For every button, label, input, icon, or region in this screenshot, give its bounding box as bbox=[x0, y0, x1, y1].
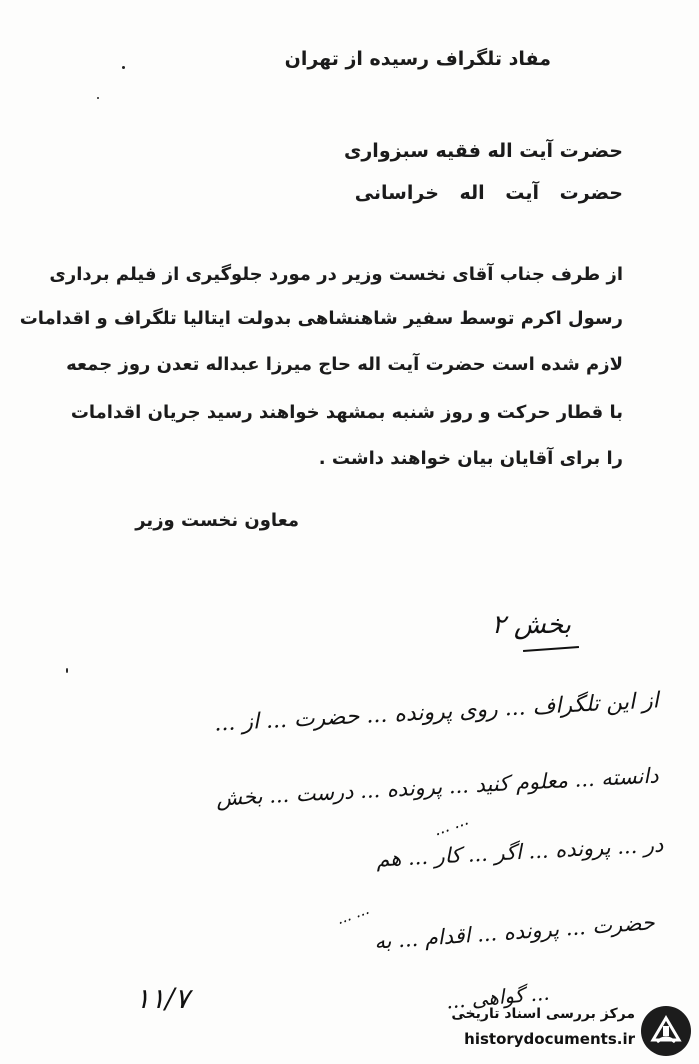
signature: معاون نخست وزیر bbox=[135, 510, 299, 531]
handwritten-insert-2: ... ... bbox=[333, 899, 372, 929]
addressee-2: حضرت آیت اله خراسانی bbox=[354, 182, 623, 204]
telegram-header: مفاد تلگراف رسیده از تهران bbox=[284, 48, 551, 70]
handwritten-insert-1: ... ... bbox=[431, 809, 472, 840]
watermark-site: historydocuments.ir bbox=[464, 1030, 635, 1048]
watermark-name: مرکز بررسی اسناد تاریخی bbox=[451, 1006, 635, 1022]
reference-underline bbox=[523, 646, 579, 652]
handwritten-line-4: حضرت ... پرونده ... اقدام ... به bbox=[373, 910, 656, 954]
handwritten-line-5: ... گواهی ... bbox=[444, 980, 550, 1014]
body-line-3: لازم شده است حضرت آیت اله حاج میرزا عبداله تعدن روز جمعه bbox=[66, 354, 623, 375]
handwritten-line-3: در ... پرونده ... اگر ... کار ... هم bbox=[375, 832, 664, 872]
handwritten-reference: بخش ۲ bbox=[491, 610, 571, 640]
body-line-2: رسول اکرم توسط سفیر شاهنشاهی بدولت ایتالیا تلگراف و اقدامات bbox=[19, 308, 623, 329]
handwritten-line-2: دانسته ... معلوم کنید ... پرونده ... درست ... بخش bbox=[215, 763, 660, 811]
body-line-5: را برای آقایان بیان خواهند داشت . bbox=[318, 448, 623, 469]
handwritten-line-1: از این تلگراف ... روی پرونده ... حضرت ... از ... bbox=[213, 688, 660, 737]
handwritten-date: ۱۱/۷ bbox=[135, 982, 190, 1015]
watermark bbox=[423, 1002, 693, 1058]
scan-speck bbox=[97, 97, 99, 99]
scan-speck bbox=[122, 66, 125, 69]
scan-speck bbox=[66, 668, 68, 673]
addressee-1: حضرت آیت اله فقیه سبزواری bbox=[343, 140, 623, 162]
archive-emblem-icon bbox=[639, 1004, 693, 1058]
body-line-4: با قطار حرکت و روز شنبه بمشهد خواهند رسید جریان اقدامات bbox=[70, 402, 623, 423]
body-line-1: از طرف جناب آقای نخست وزیر در مورد جلوگیری از فیلم برداری bbox=[49, 264, 623, 285]
